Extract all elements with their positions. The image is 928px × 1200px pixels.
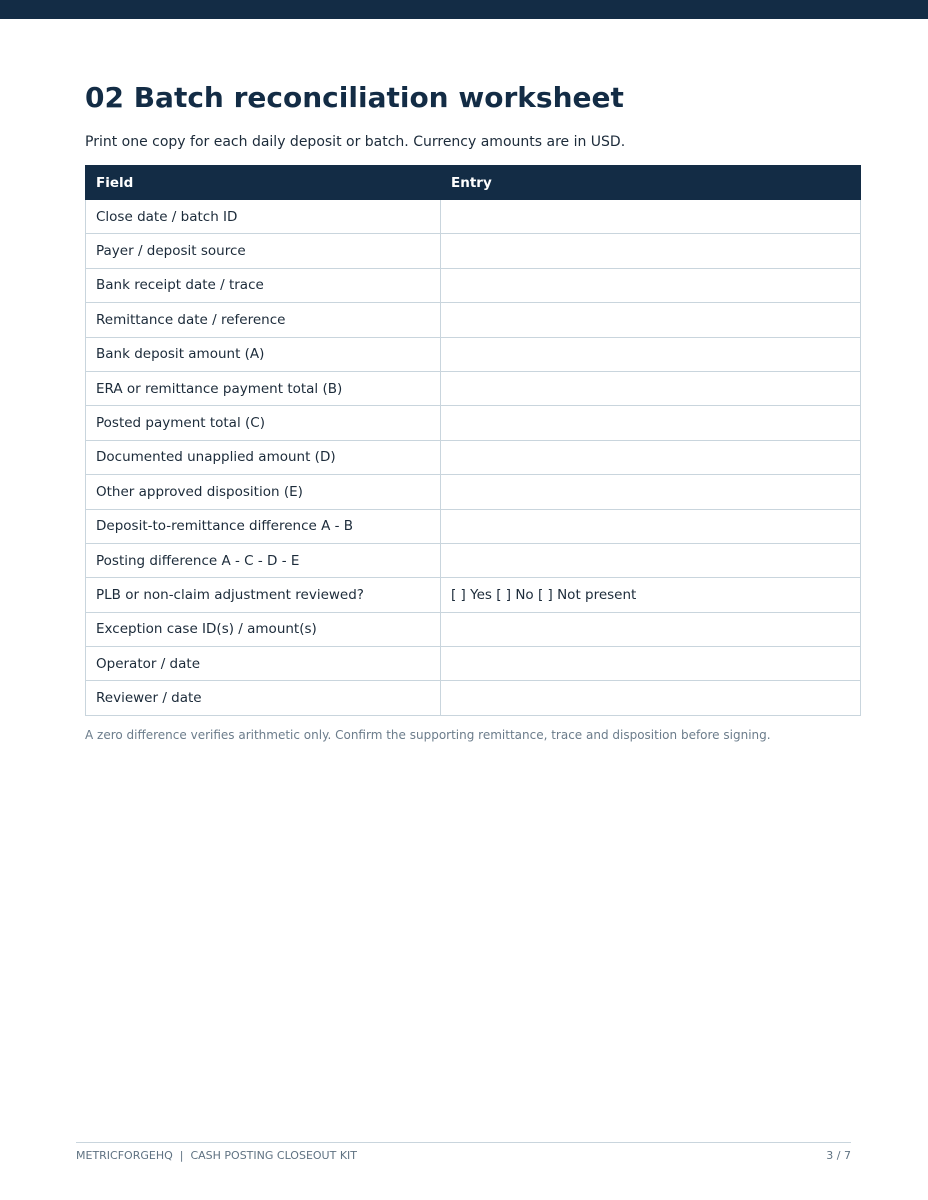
table-row — [86, 234, 861, 268]
field-label: Posted payment total (C) — [86, 406, 441, 440]
field-label: Deposit-to-remittance difference A - B — [86, 509, 441, 543]
footer-divider — [76, 1142, 851, 1143]
entry-cell[interactable] — [441, 406, 861, 440]
field-label: Exception case ID(s) / amount(s) — [86, 612, 441, 646]
table-row — [86, 268, 861, 302]
page-number: 3 / 7 — [826, 1149, 851, 1162]
field-label: Bank deposit amount (A) — [86, 337, 441, 371]
entry-cell[interactable] — [441, 200, 861, 234]
table-row — [86, 475, 861, 509]
table-header-row — [86, 166, 861, 200]
entry-cell[interactable] — [441, 440, 861, 474]
table-row — [86, 406, 861, 440]
field-label: ERA or remittance payment total (B) — [86, 371, 441, 405]
page-title: 02 Batch reconciliation worksheet — [85, 81, 624, 114]
footnote: A zero difference verifies arithmetic only. Confirm the supporting remittance, trace and disposition before signing. — [85, 728, 771, 742]
entry-cell[interactable] — [441, 543, 861, 577]
field-label: Reviewer / date — [86, 681, 441, 715]
entry-cell[interactable] — [441, 681, 861, 715]
entry-cell[interactable] — [441, 303, 861, 337]
field-label: Payer / deposit source — [86, 234, 441, 268]
column-header-field: Field — [86, 166, 441, 200]
field-label: Posting difference A - C - D - E — [86, 543, 441, 577]
reconciliation-table — [85, 165, 861, 716]
entry-cell[interactable] — [441, 509, 861, 543]
entry-cell[interactable] — [441, 268, 861, 302]
table-row — [86, 509, 861, 543]
top-accent-bar — [0, 0, 928, 19]
entry-cell[interactable] — [441, 337, 861, 371]
table-row — [86, 578, 861, 612]
table-row — [86, 440, 861, 474]
table-row — [86, 337, 861, 371]
checkbox-options[interactable]: [ ] Yes [ ] No [ ] Not present — [441, 578, 861, 612]
entry-cell[interactable] — [441, 612, 861, 646]
column-header-entry: Entry — [441, 166, 861, 200]
field-label: Operator / date — [86, 647, 441, 681]
field-label: Documented unapplied amount (D) — [86, 440, 441, 474]
field-label: Close date / batch ID — [86, 200, 441, 234]
table-row — [86, 681, 861, 715]
field-label: PLB or non-claim adjustment reviewed? — [86, 578, 441, 612]
entry-cell[interactable] — [441, 234, 861, 268]
field-label: Remittance date / reference — [86, 303, 441, 337]
table-row — [86, 647, 861, 681]
intro-text: Print one copy for each daily deposit or batch. Currency amounts are in USD. — [85, 134, 626, 150]
table-row — [86, 612, 861, 646]
entry-cell[interactable] — [441, 647, 861, 681]
table-row — [86, 543, 861, 577]
table-row — [86, 371, 861, 405]
field-label: Other approved disposition (E) — [86, 475, 441, 509]
table-row — [86, 200, 861, 234]
footer-brand: METRICFORGEHQ | CASH POSTING CLOSEOUT KIT — [76, 1149, 358, 1162]
table-row — [86, 303, 861, 337]
entry-cell[interactable] — [441, 371, 861, 405]
field-label: Bank receipt date / trace — [86, 268, 441, 302]
entry-cell[interactable] — [441, 475, 861, 509]
